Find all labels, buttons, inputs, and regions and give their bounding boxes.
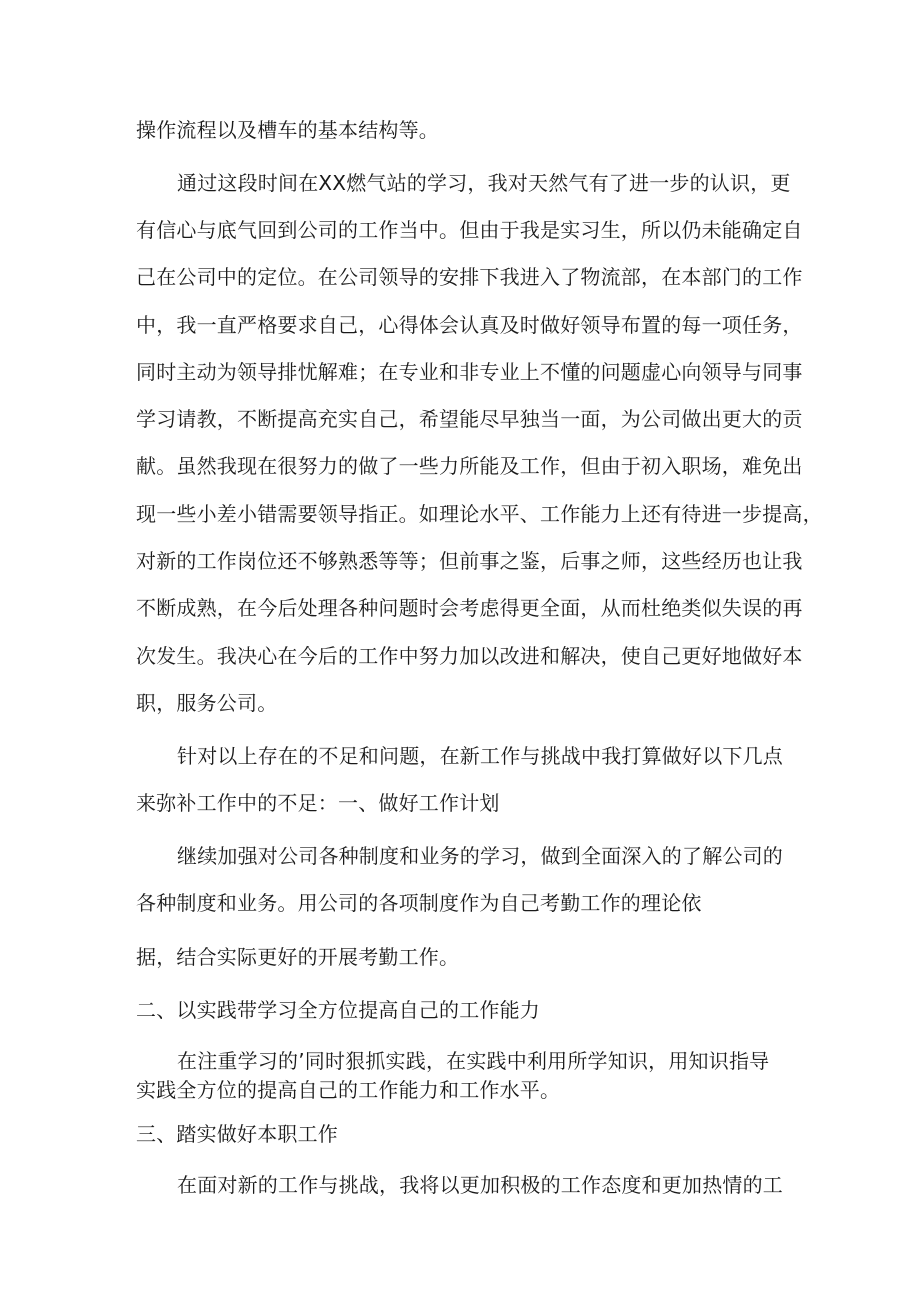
text-line: 职，服务公司。 <box>136 691 278 715</box>
text-line: 学习请教，不断提高充实自己，希望能尽早独当一面，为公司做出更大的贡 <box>136 407 803 431</box>
text-line: 不断成熟，在今后处理各种问题时会考虑得更全面，从而杜绝类似失误的再 <box>136 596 803 620</box>
text-line: 中，我一直严格要求自己，心得体会认真及时做好领导布置的每一项任务， <box>136 313 803 337</box>
text-line: 据，结合实际更好的开展考勤工作。 <box>136 945 460 969</box>
text-line: 同时主动为领导排忧解难；在专业和非专业上不懂的问题虚心向领导与同事 <box>136 360 803 384</box>
text-line: 针对以上存在的不足和问题，在新工作与挑战中我打算做好以下几点 <box>177 744 783 768</box>
section-heading: 三、踏实做好本职工作 <box>136 1122 338 1146</box>
text-line: 献。虽然我现在很努力的做了一些力所能及工作，但由于初入职场，难免出 <box>136 454 803 478</box>
text-line: 次发生。我决心在今后的工作中努力加以改进和解决，使自己更好地做好本 <box>136 644 803 668</box>
text-line: 各种制度和业务。用公司的各项制度作为自己考勤工作的理论依 <box>136 891 702 915</box>
text-line: 通过这段时间在XX燃气站的学习，我对天然气有了进一步的认识，更 <box>177 171 791 195</box>
text-line: 在注重学习的’同时狠抓实践，在实践中利用所学知识，用知识指导 <box>177 1049 770 1073</box>
text-line: 继续加强对公司各种制度和业务的学习，做到全面深入的了解公司的 <box>177 844 783 868</box>
text-line: 有信心与底气回到公司的工作当中。但由于我是实习生，所以仍未能确定自 <box>136 218 803 242</box>
text-line: 操作流程以及槽车的基本结构等。 <box>136 118 439 142</box>
text-line: 在面对新的工作与挑战，我将以更加积极的工作态度和更加热情的工 <box>177 1173 783 1197</box>
section-heading: 二、以实践带学习全方位提高自己的工作能力 <box>136 998 540 1022</box>
text-line: 现一些小差小错需要领导指正。如理论水平、工作能力上还有待进一步提高， <box>136 502 823 526</box>
text-line: 己在公司中的定位。在公司领导的安排下我进入了物流部，在本部门的工作 <box>136 265 803 289</box>
text-line: 来弥补工作中的不足：一、做好工作计划 <box>136 791 500 815</box>
text-line: 对新的工作岗位还不够熟悉等等；但前事之鉴，后事之师，这些经历也让我 <box>136 549 803 573</box>
text-line: 实践全方位的提高自己的工作能力和工作水平。 <box>136 1078 561 1102</box>
